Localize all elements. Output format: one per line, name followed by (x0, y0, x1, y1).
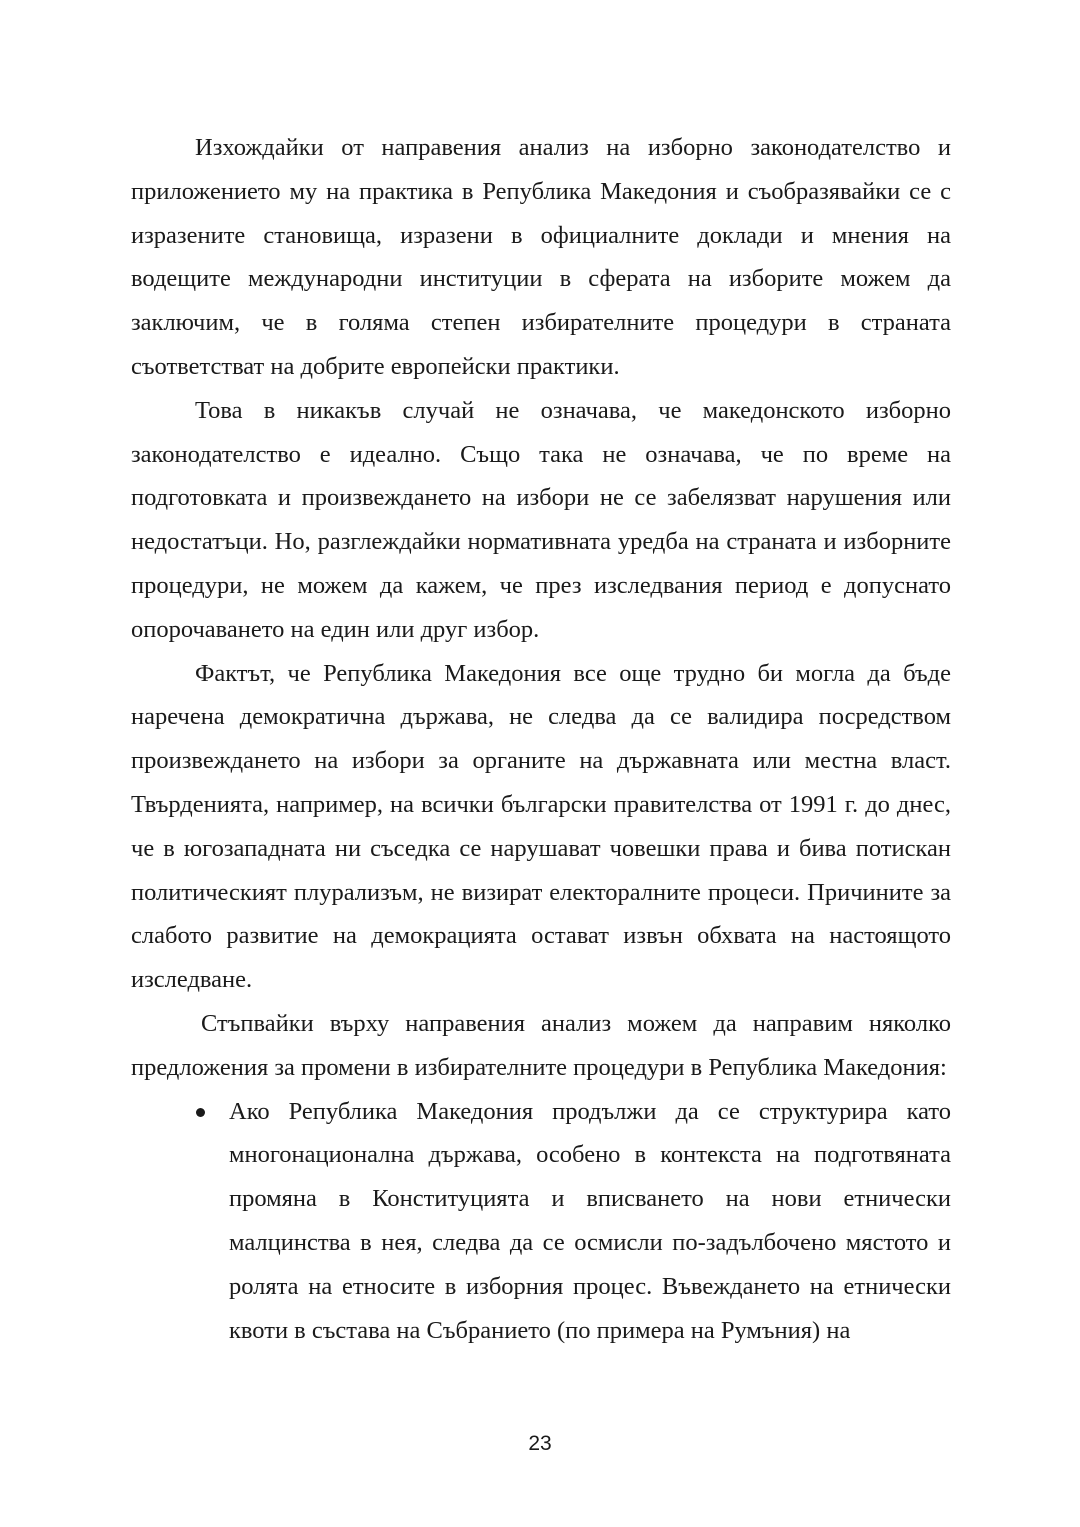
paragraph-3: Фактът, че Република Македония все още трудно би могла да бъде наречена демократична държава, не следва да се валидира посредством произвеждането на избори за органите на държавната или местна власт. Твърденията, например, на всички български правителства от 1991 г. до днес, че в югозападната ни съседка се нарушават човешки права и бива потискан политическият плурализъм, не визират електоралните процеси. Причините за слабото развитие на демокрацията остават извън обхвата на настоящото изследване. (131, 659, 951, 994)
body-text (131, 126, 951, 1352)
paragraph-4: Стъпвайки върху направения анализ можем да направим няколко предложения за промени в избирателните процедури в Република Македония: (131, 1009, 951, 1081)
bullet-item (131, 1090, 951, 1353)
bullet-dot-icon (196, 1108, 205, 1117)
bullet-list (131, 1090, 951, 1353)
paragraph-2: Това в никакъв случай не означава, че македонското изборно законодателство е идеално. Също така не означава, че по време на подготовката и произвеждането на избори не се забелязват нарушения или недостатъци. Но, разглеждайки нормативната уредба на страната и изборните процедури, не можем да кажем, че през изследвания период е допуснато опорочаването на един или друг избор. (131, 396, 951, 643)
page-number: 23 (528, 1432, 552, 1455)
bullet-text: Ако Република Македония продължи да се структурира като многонационална държава, особено в контекста на подготвяната промяна в Конституцията и вписването на нови етнически малцинства в нея, следва да се осмисли по-задълбочено мястото и ролята на етносите в изборния процес. Въвеждането на етнически квоти в състава на Събранието (по примера на Румъния) на (229, 1097, 951, 1344)
paragraph-1: Изхождайки от направения анализ на изборно законодателство и приложението му на практика в Република Македония и съобразявайки се с изразените становища, изразени в официалните доклади и мнения на водещите международни институции в сферата на изборите можем да заключим, че в голяма степен избирателните процедури в страната съответстват на добрите европейски практики. (131, 134, 951, 380)
